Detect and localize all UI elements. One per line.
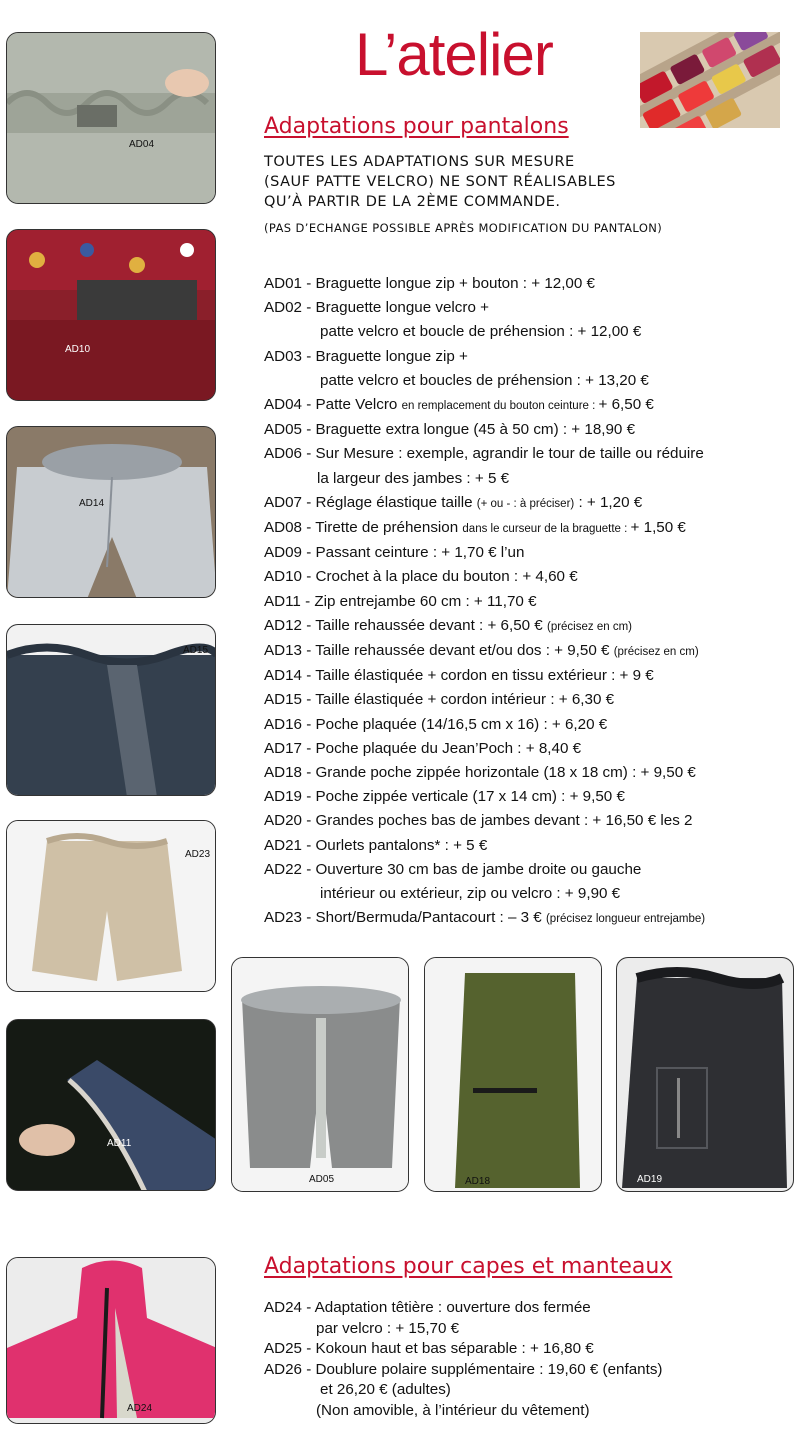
list-item: AD15 - Taille élastiquée + cordon intérieur : + 6,30 € (264, 691, 615, 709)
list-item-continuation: par velcro : + 15,70 € (316, 1319, 460, 1337)
list-item: AD05 - Braguette extra longue (45 à 50 cm) : + 18,90 € (264, 421, 636, 439)
list-item-text: AD23 - Short/Bermuda/Pantacourt : – 3 € (264, 909, 546, 927)
list-item-note: (+ ou - : à préciser) (476, 497, 575, 510)
notice-line: (SAUF PATTE VELCRO) NE SONT RÉALISABLES (264, 174, 616, 190)
photo-ad14 (6, 426, 216, 598)
notice-line: TOUTES LES ADAPTATIONS SUR MESURE (264, 154, 575, 170)
photo-label: AD24 (127, 1403, 153, 1414)
photo-ad04 (6, 32, 216, 204)
photo-label: AD10 (65, 344, 91, 355)
list-item-note: (précisez en cm) (613, 646, 699, 659)
list-item-continuation: (Non amovible, à l’intérieur du vêtement) (316, 1401, 590, 1419)
photo-label: AD14 (79, 498, 105, 509)
black-pants-zip-image (7, 1020, 216, 1191)
list-item (264, 906, 784, 931)
notice-note: (PAS D’ECHANGE POSSIBLE APRÈS MODIFICATION DU PANTALON) (264, 221, 663, 235)
list-item: AD18 - Grande poche zippée horizontale (18 x 18 cm) : + 9,50 € (264, 764, 696, 782)
photo-ad10 (6, 229, 216, 401)
list-item (264, 516, 784, 541)
thread-spools-image (640, 32, 780, 128)
list-item: AD11 - Zip entrejambe 60 cm : + 11,70 € (264, 592, 537, 610)
notice-line: QU’À PARTIR DE LA 2ÈME COMMANDE. (264, 194, 561, 210)
list-item-continuation: et 26,20 € (adultes) (320, 1381, 451, 1399)
photo-label: AD19 (637, 1174, 663, 1185)
photo-label: AD05 (309, 1174, 335, 1185)
list-item-text: AD13 - Taille rehaussée devant et/ou dos : + 9,50 € (264, 642, 614, 660)
list-item-price: + 1,50 € (630, 519, 686, 537)
photo-label: AD18 (465, 1176, 491, 1187)
list-item-note: en remplacement du bouton ceinture : (401, 400, 599, 413)
list-item-text: AD08 - Tirette de préhension (264, 519, 463, 537)
photo-label: AD15 (183, 645, 209, 656)
list-item-text: AD12 - Taille rehaussée devant : + 6,50 € (264, 616, 547, 634)
list-item: AD01 - Braguette longue zip + bouton : + 12,00 € (264, 275, 595, 292)
section-heading-pantalons: Adaptations pour pantalons (264, 114, 569, 139)
photo-label: AD23 (185, 849, 211, 860)
capes-adaptation-list (264, 1298, 784, 1422)
green-pants-pocket-image (425, 958, 602, 1192)
list-item: AD25 - Kokoun haut et bas séparable : + 16,80 € (264, 1340, 594, 1358)
list-item: AD14 - Taille élastiquée + cordon en tissu extérieur : + 9 € (264, 667, 654, 685)
list-item: AD03 - Braguette longue zip + (264, 347, 468, 365)
burgundy-pants-image (7, 230, 216, 401)
denim-pants-pocket-image (617, 958, 794, 1192)
list-item: AD20 - Grandes poches bas de jambes devant : + 16,50 € les 2 (264, 812, 693, 830)
photo-label: AD11 (107, 1138, 132, 1149)
photo-ad19 (616, 957, 794, 1192)
list-item (264, 639, 784, 664)
page-title: L’atelier (355, 21, 553, 88)
list-item (264, 614, 784, 639)
thread-spools-photo (640, 32, 780, 128)
list-item: AD02 - Braguette longue velcro + (264, 299, 489, 317)
notice-block (264, 152, 662, 238)
photo-ad05 (231, 957, 409, 1192)
list-item: AD17 - Poche plaquée du Jean’Poch : + 8,40 € (264, 739, 582, 757)
list-item-continuation: patte velcro et boucles de préhension : + 13,20 € (320, 371, 649, 389)
list-item (264, 393, 784, 418)
photo-ad11 (6, 1019, 216, 1191)
grey-pants-long-fly-image (232, 958, 409, 1192)
list-item-price: : + 1,20 € (574, 493, 643, 511)
list-item: AD21 - Ourlets pantalons* : + 5 € (264, 836, 488, 854)
list-item: AD09 - Passant ceinture : + 1,70 € l’un (264, 544, 525, 562)
list-item: AD24 - Adaptation têtière : ouverture dos fermée (264, 1299, 591, 1316)
list-item-text: AD07 - Réglage élastique taille (264, 493, 477, 511)
list-item: AD26 - Doublure polaire supplémentaire : 19,60 € (enfants) (264, 1360, 663, 1378)
grey-shorts-image (7, 427, 216, 598)
list-item-text: AD04 - Patte Velcro (264, 396, 402, 414)
list-item (264, 491, 784, 516)
list-item-continuation: patte velcro et boucle de préhension : + 12,00 € (320, 323, 642, 341)
photo-label: AD04 (129, 139, 155, 150)
section-heading-capes: Adaptations pour capes et manteaux (264, 1254, 673, 1279)
list-item-continuation: intérieur ou extérieur, zip ou velcro : + 9,90 € (320, 885, 621, 903)
list-item: AD10 - Crochet à la place du bouton : + 4,60 € (264, 568, 578, 586)
photo-ad18 (424, 957, 602, 1192)
pink-cape-image (7, 1258, 216, 1424)
pants-waistband-image (7, 33, 216, 204)
list-item-continuation: la largeur des jambes : + 5 € (317, 469, 510, 487)
photo-ad24 (6, 1257, 216, 1424)
list-item: AD19 - Poche zippée verticale (17 x 14 cm) : + 9,50 € (264, 788, 625, 806)
list-item: AD06 - Sur Mesure : exemple, agrandir le tour de taille ou réduire (264, 445, 704, 463)
list-item-price: + 6,50 € (598, 396, 654, 414)
list-item-note: dans le curseur de la braguette : (462, 523, 631, 536)
beige-shorts-image (7, 821, 216, 992)
pants-adaptation-list (264, 272, 784, 931)
list-item: AD16 - Poche plaquée (14/16,5 cm x 16) : + 6,20 € (264, 715, 608, 733)
photo-ad15 (6, 624, 216, 796)
list-item-note: (précisez en cm) (546, 620, 632, 633)
list-item: AD22 - Ouverture 30 cm bas de jambe droite ou gauche (264, 860, 642, 878)
photo-ad23 (6, 820, 216, 992)
list-item-note: (précisez longueur entrejambe) (545, 913, 706, 926)
